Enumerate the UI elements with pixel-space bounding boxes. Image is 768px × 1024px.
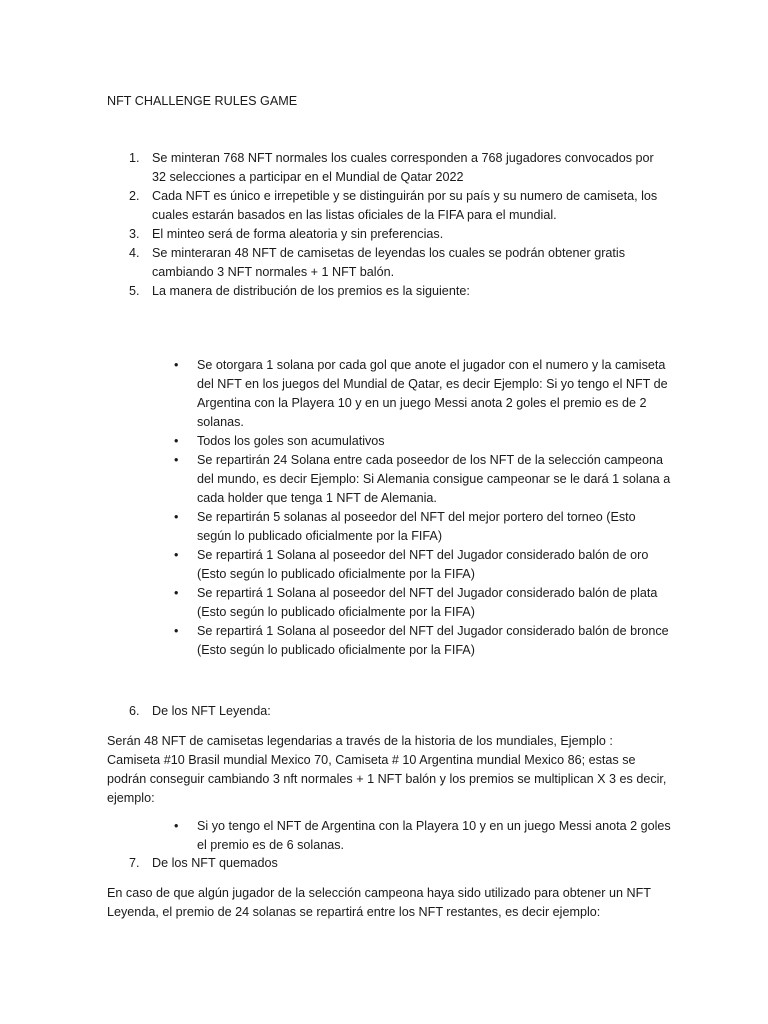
- prize-text: Se otorgara 1 solana por cada gol que anote el jugador con el numero y la camiseta del NFT en los juegos del Mundial de Qatar, es decir Ejemplo: Si yo tengo el NFT de Argentina con la Playera 10 y en un juego Messi anota 2 goles el premio es de 2 solanas.: [197, 358, 668, 429]
- rule-item-4: [107, 244, 667, 282]
- prize-item-5: [172, 546, 672, 584]
- legend-example-list: [172, 817, 672, 855]
- bullet-icon: •: [174, 548, 179, 562]
- section-number: 7.: [129, 856, 140, 870]
- bullet-icon: •: [174, 453, 179, 467]
- rule-item-5: [107, 282, 667, 301]
- rule-text: Cada NFT es único e irrepetible y se distinguirán por su país y su numero de camiseta, los cuales estarán basados en las listas oficiales de la FIFA para el mundial.: [152, 189, 658, 222]
- bullet-icon: •: [174, 434, 179, 448]
- rule-text: La manera de distribución de los premios es la siguiente:: [152, 284, 470, 298]
- bullet-icon: •: [174, 510, 179, 524]
- prize-text: Todos los goles son acumulativos: [197, 434, 385, 448]
- rule-item-1: [107, 149, 667, 187]
- bullet-icon: •: [174, 358, 179, 372]
- section-title: De los NFT quemados: [152, 856, 278, 870]
- rule-number: 2.: [129, 189, 140, 203]
- section-title: De los NFT Leyenda:: [152, 704, 271, 718]
- rule-number: 3.: [129, 227, 140, 241]
- section-6-heading: [107, 702, 712, 721]
- prize-item-3: [172, 451, 672, 508]
- bullet-icon: •: [174, 819, 179, 833]
- rule-item-3: [107, 225, 667, 244]
- rule-number: 1.: [129, 151, 140, 165]
- rule-text: Se minteraran 48 NFT de camisetas de leyendas los cuales se podrán obtener gratis cambiando 3 NFT normales + 1 NFT balón.: [152, 246, 625, 279]
- section-7-paragraph: En caso de que algún jugador de la selección campeona haya sido utilizado para obtener un NFT Leyenda, el premio de 24 solanas se repartirá entre los NFT restantes, es decir ejemplo:: [107, 886, 651, 919]
- rule-number: 4.: [129, 246, 140, 260]
- prize-item-2: [172, 432, 672, 451]
- prize-item-4: [172, 508, 672, 546]
- prizes-list: [172, 356, 672, 660]
- rule-text: El minteo será de forma aleatoria y sin preferencias.: [152, 227, 444, 241]
- document-title: NFT CHALLENGE RULES GAME: [107, 94, 298, 108]
- legend-example-item: [172, 817, 672, 855]
- prize-item-6: [172, 584, 672, 622]
- prize-text: Se repartirá 1 Solana al poseedor del NFT del Jugador considerado balón de oro (Esto según lo publicado oficialmente por la FIFA): [197, 548, 649, 581]
- legend-example-text: Si yo tengo el NFT de Argentina con la Playera 10 y en un juego Messi anota 2 goles el premio es de 6 solanas.: [197, 819, 671, 852]
- prize-item-1: [172, 356, 672, 432]
- prize-text: Se repartirá 1 Solana al poseedor del NFT del Jugador considerado balón de plata (Esto según lo publicado oficialmente por la FIFA): [197, 586, 658, 619]
- section-number: 6.: [129, 704, 140, 718]
- bullet-icon: •: [174, 586, 179, 600]
- rule-text: Se minteran 768 NFT normales los cuales corresponden a 768 jugadores convocados por 32 selecciones a participar en el Mundial de Qatar 2022: [152, 151, 654, 184]
- section-6-paragraph: Serán 48 NFT de camisetas legendarias a través de la historia de los mundiales, Ejemplo : Camiseta #10 Brasil mundial Mexico 70, Camiseta # 10 Argentina mundial Mexico 86; estas se podrán conseguir cambiando 3 nft normales + 1 NFT balón y los premios se multiplican X 3 es decir, ejemplo:: [107, 734, 667, 805]
- rules-list: [107, 149, 667, 301]
- prize-text: Se repartirán 5 solanas al poseedor del NFT del mejor portero del torneo (Esto según lo publicado oficialmente por la FIFA): [197, 510, 636, 543]
- bullet-icon: •: [174, 624, 179, 638]
- prize-text: Se repartirá 1 Solana al poseedor del NFT del Jugador considerado balón de bronce (Esto según lo publicado oficialmente por la FIFA): [197, 624, 669, 657]
- prize-item-7: [172, 622, 672, 660]
- prize-text: Se repartirán 24 Solana entre cada poseedor de los NFT de la selección campeona del mundo, es decir Ejemplo: Si Alemania consigue campeonar se le dará 1 solana a cada holder que tenga 1 NFT de Alemania.: [197, 453, 671, 505]
- rule-item-2: [107, 187, 667, 225]
- rule-number: 5.: [129, 284, 140, 298]
- section-7-heading: [107, 854, 712, 873]
